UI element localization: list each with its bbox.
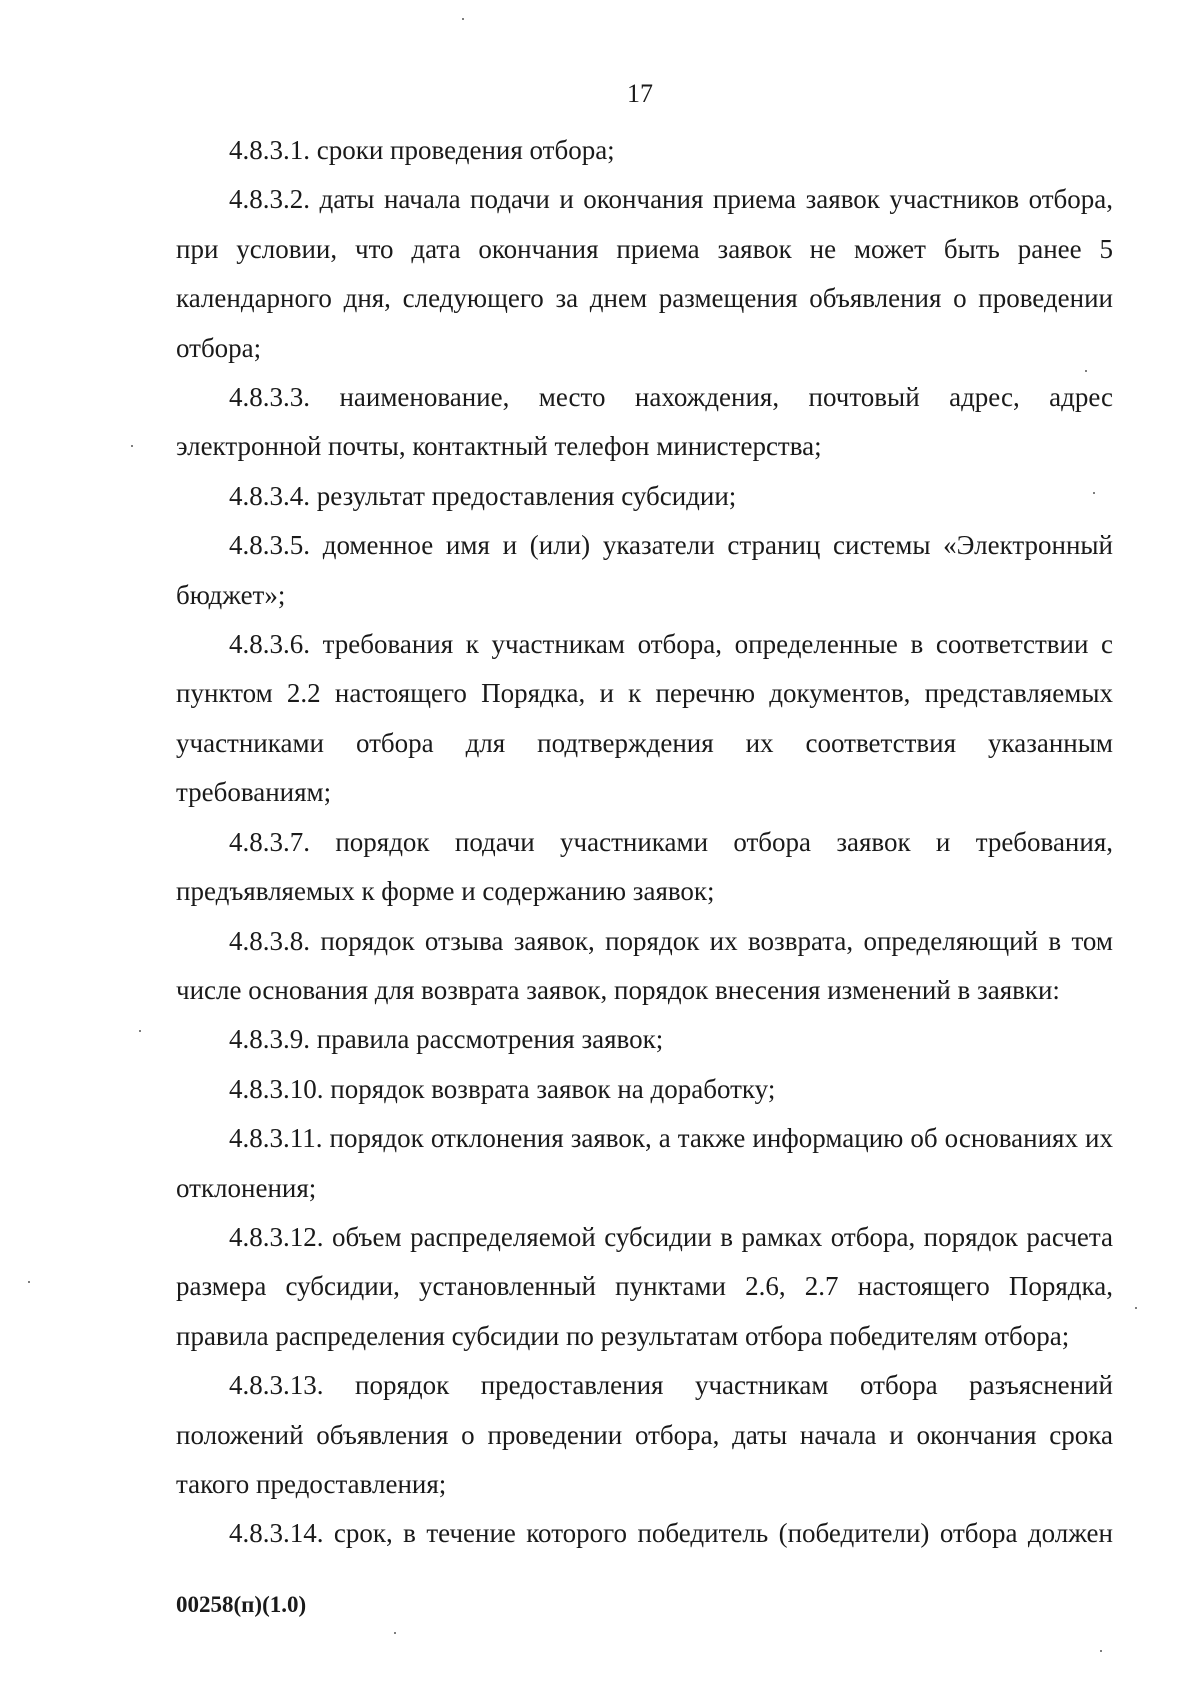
paragraph-4-8-3-6: 4.8.3.6. требования к участникам отбора, определенные в соответствии с пунктом 2.2 настоящего Порядка, и к перечню документов, представляемых участниками отбора для подтверждения их соответствия указанным требованиям; — [176, 629, 1113, 808]
paragraph-4-8-3-1: 4.8.3.1. сроки проведения отбора; — [229, 135, 615, 165]
scan-speck — [1135, 1307, 1137, 1309]
scan-speck — [394, 1632, 396, 1634]
paragraph-4-8-3-7: 4.8.3.7. порядок подачи участниками отбора заявок и требования, предъявляемых к форме и содержанию заявок; — [176, 826, 1113, 907]
document-body — [176, 126, 1113, 1559]
paragraph-4-8-3-8: 4.8.3.8. порядок отзыва заявок, порядок их возврата, определяющий в том числе основания для возврата заявок, порядок внесения изменений в заявки: — [176, 925, 1113, 1005]
page-number: 17 — [627, 79, 653, 108]
document-code: 00258(п)(1.0) — [176, 1592, 307, 1617]
paragraph-4-8-3-4: 4.8.3.4. результат предоставления субсидии; — [229, 480, 737, 511]
scan-speck — [1100, 1650, 1102, 1652]
scan-speck — [462, 18, 464, 20]
paragraph-4-8-3-14: 4.8.3.14. срок, в течение которого победитель (победители) отбора должен — [229, 1518, 1113, 1549]
paragraph-4-8-3-12: 4.8.3.12. объем распределяемой субсидии в рамках отбора, порядок расчета размера субсидии, установленный пунктами 2.6, 2.7 настоящего Порядка, правила распределения субсидии по результатам отбора победителям отбора; — [176, 1221, 1113, 1351]
paragraph-4-8-3-13: 4.8.3.13. порядок предоставления участникам отбора разъяснений положений объявления о проведении отбора, даты начала и окончания срока такого предоставления; — [176, 1370, 1113, 1499]
paragraph-4-8-3-11: 4.8.3.11. порядок отклонения заявок, а также информацию об основаниях их отклонения; — [176, 1123, 1113, 1203]
paragraph-4-8-3-5: 4.8.3.5. доменное имя и (или) указатели страниц системы «Электронный бюджет»; — [176, 530, 1113, 610]
paragraph-4-8-3-9: 4.8.3.9. правила рассмотрения заявок; — [229, 1024, 664, 1055]
scan-speck — [1093, 492, 1095, 494]
scan-speck — [139, 1030, 141, 1032]
paragraph-4-8-3-3: 4.8.3.3. наименование, место нахождения, почтовый адрес, адрес электронной почты, контактный телефон министерства; — [176, 382, 1113, 462]
scan-speck — [131, 445, 133, 447]
paragraph-4-8-3-2: 4.8.3.2. даты начала подачи и окончания приема заявок участников отбора, при условии, что дата окончания приема заявок не может быть ранее 5 календарного дня, следующего за днем размещения объявления о проведении отбора; — [176, 184, 1113, 363]
paragraph-4-8-3-10: 4.8.3.10. порядок возврата заявок на доработку; — [229, 1073, 776, 1104]
scan-speck — [1085, 370, 1087, 372]
scan-speck — [28, 1281, 30, 1283]
